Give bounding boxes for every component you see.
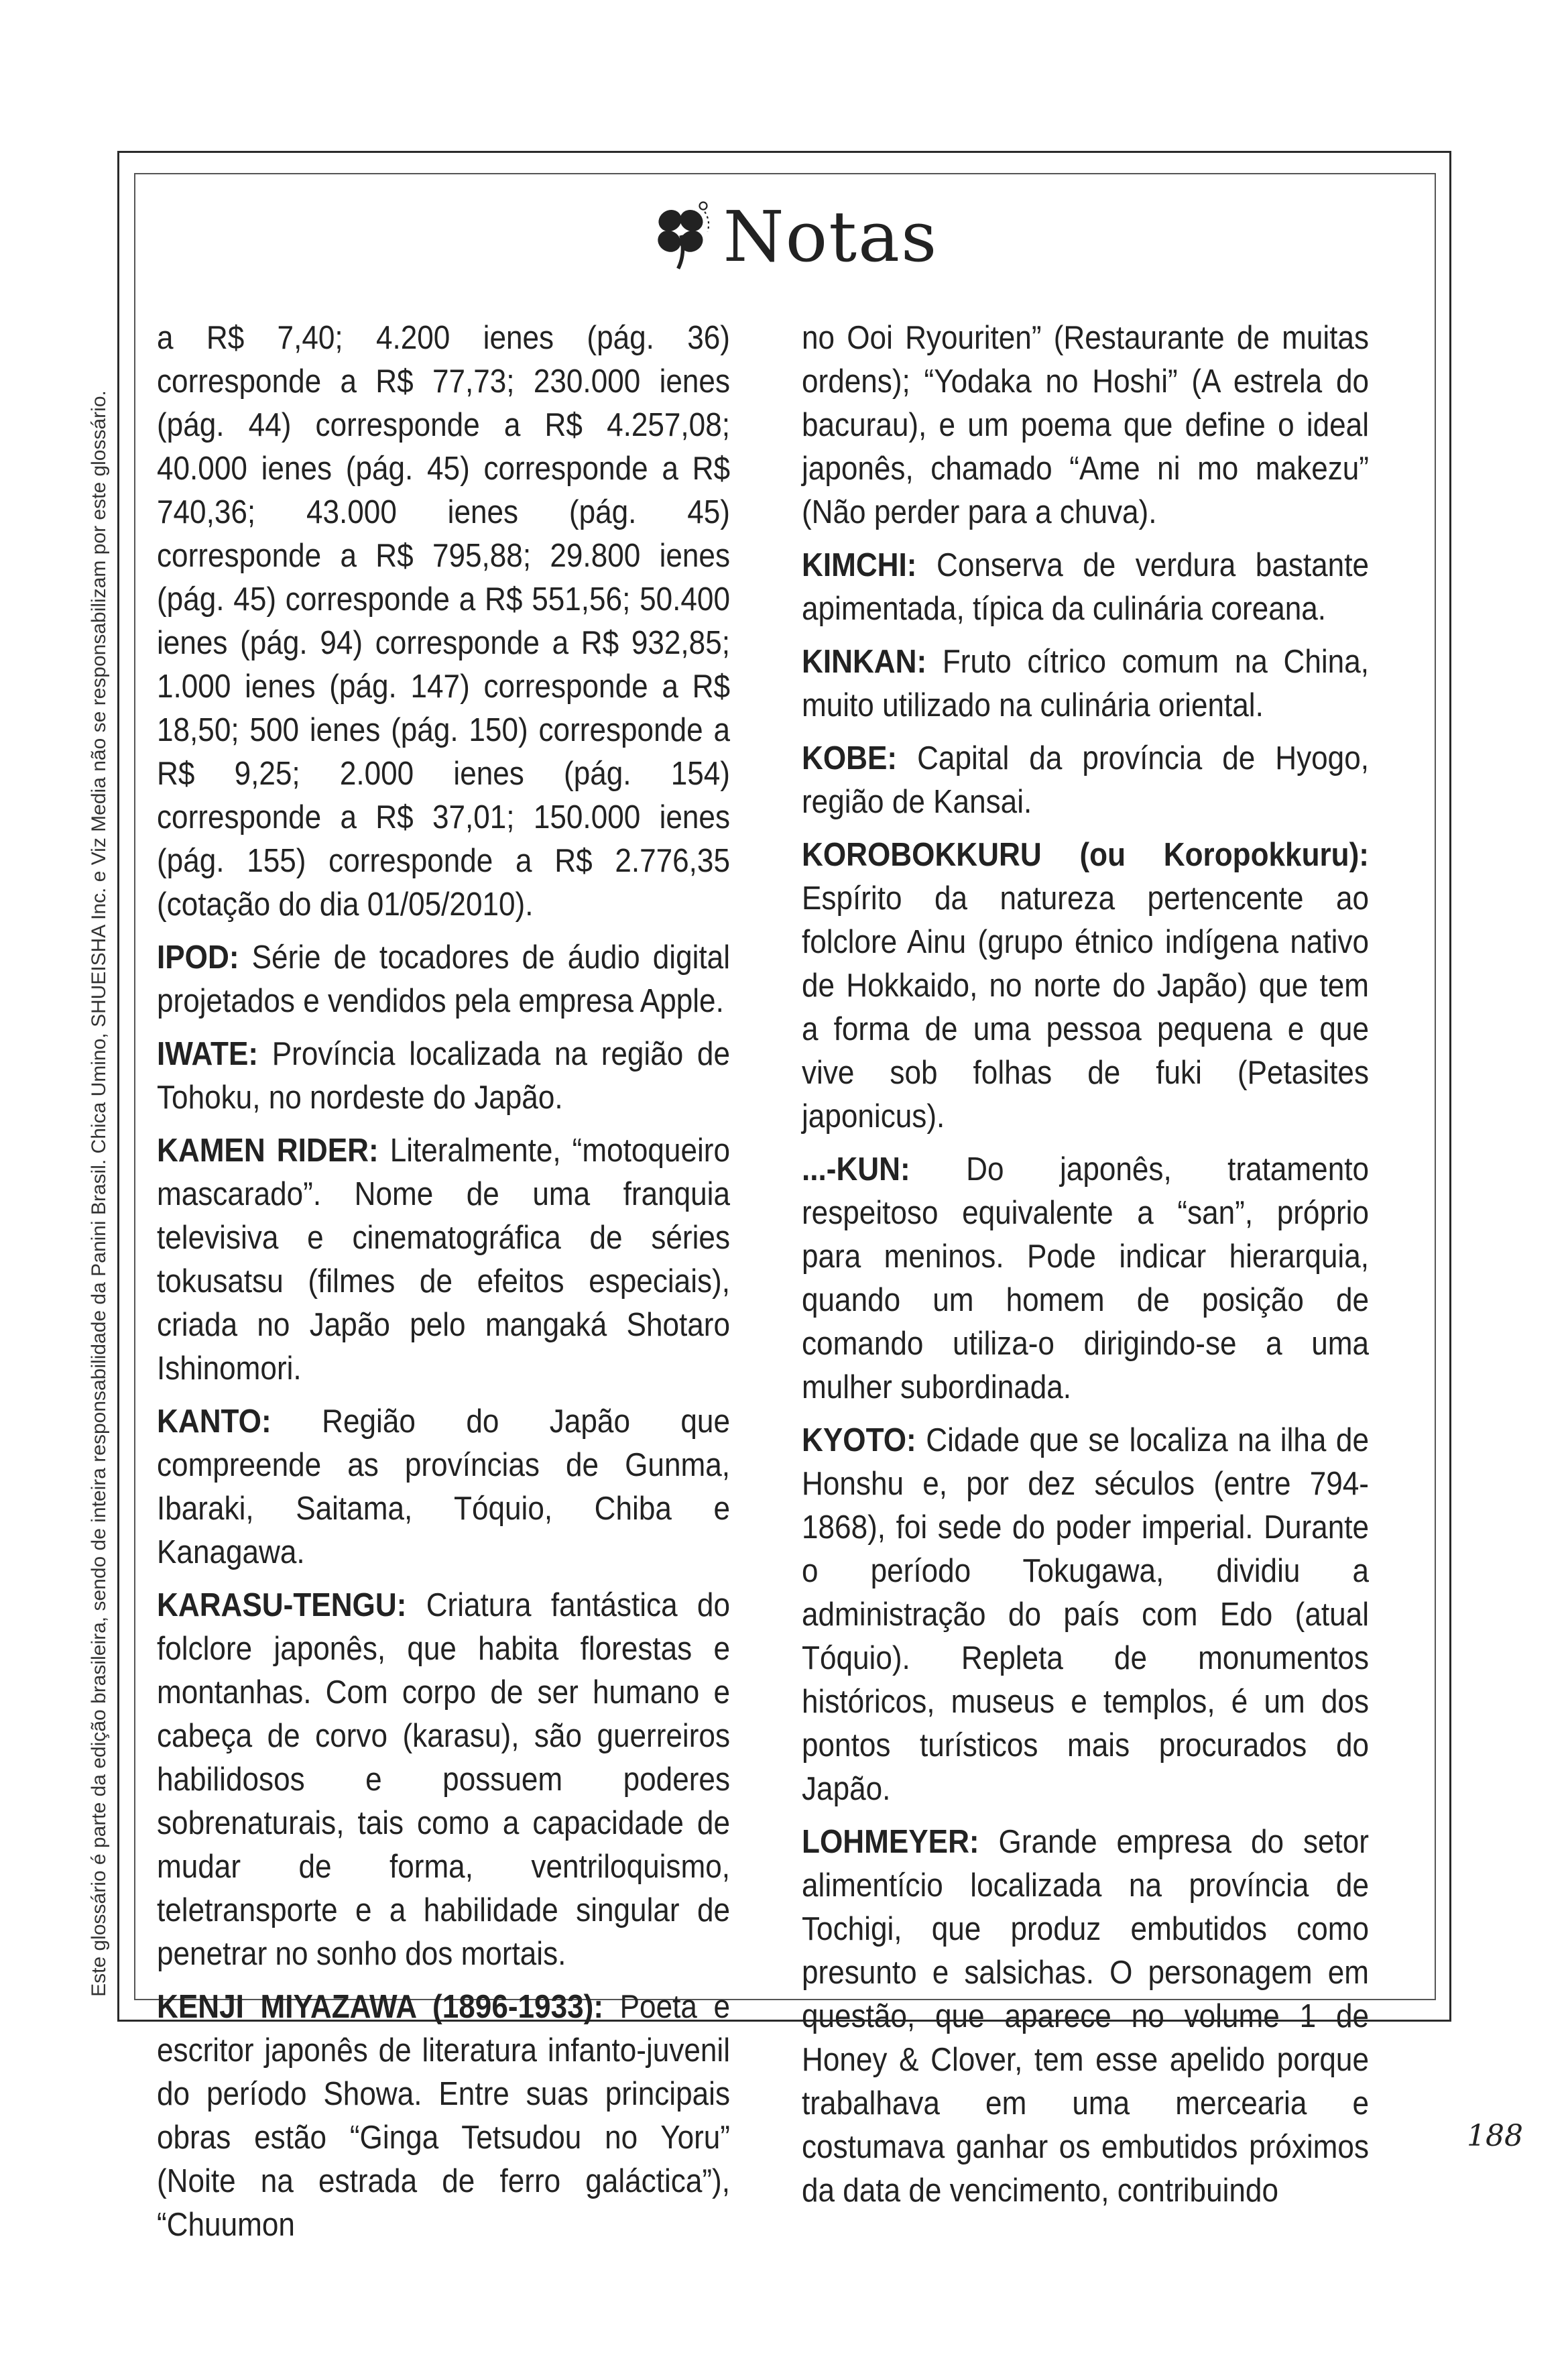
glossary-entry xyxy=(802,1148,1369,1409)
entry-text: Cidade que se localiza na ilha de Honshu e, por dez séculos (entre 794-1868), foi sede do poder imperial. Durante o período Tokugawa, dividiu a administração do país com Edo (atual Tóquio). Repleta de monumentos históricos, museus e templos, é um dos pontos turísticos mais procurados do Japão. xyxy=(802,1422,1369,1807)
entry-term: KOBE: xyxy=(802,740,898,776)
entry-text: Província localizada na região de Tohoku, no nordeste do Japão. xyxy=(157,1036,730,1116)
glossary-entry xyxy=(157,1584,730,1976)
notes-header xyxy=(644,180,939,294)
entry-term: KAMEN RIDER: xyxy=(157,1133,379,1169)
entry-term: KYOTO: xyxy=(802,1422,916,1458)
glossary-entry xyxy=(802,544,1369,631)
glossary-entry xyxy=(802,1821,1369,2213)
continuation-text: a R$ 7,40; 4.200 ienes (pág. 36) corresponde a R$ 77,73; 230.000 ienes (pág. 44) corresponde a R$ 4.257,08; 40.000 ienes (pág. 45) corresponde a R$ 740,36; 43.000 ienes (pág. 45) corresponde a R$ 795,88; 29.800 ienes (pág. 45) corresponde a R$ 551,56; 50.400 ienes (pág. 94) corresponde a R$ 932,85; 1.000 ienes (pág. 147) corresponde a R$ 18,50; 500 ienes (pág. 150) corresponde a R$ 9,25; 2.000 ienes (pág. 154) corresponde a R$ 37,01; 150.000 ienes (pág. 155) corresponde a R$ 2.776,35 (cotação do dia 01/05/2010). xyxy=(157,320,730,923)
four-leaf-clover-icon xyxy=(644,198,718,276)
entry-text: Do japonês, tratamento respeitoso equivalente a “san”, próprio para meninos. Pode indicar hierarquia, quando um homem de posição de comando utiliza-o dirigindo-se a uma mulher subordinada. xyxy=(802,1151,1369,1405)
entry-text: Capital da província de Hyogo, região de Kansai. xyxy=(802,740,1369,820)
page-number: 188 xyxy=(1467,2119,1523,2153)
left-column xyxy=(157,316,730,2256)
entry-text: Conserva de verdura bastante apimentada, típica da culinária coreana. xyxy=(802,547,1369,627)
entry-term: ...-KUN: xyxy=(802,1151,910,1188)
glossary-entry xyxy=(802,737,1369,824)
page-title: Notas xyxy=(723,196,939,278)
entry-term: LOHMEYER: xyxy=(802,1824,979,1860)
entry-text: Literalmente, “motoqueiro mascarado”. Nome de uma franquia televisiva e cinematográfica de séries tokusatsu (filmes de efeitos especiais), criada no Japão pelo mangaká Shotaro Ishinomori. xyxy=(157,1133,730,1387)
entry-term: KANTO: xyxy=(157,1403,272,1440)
glossary-entry xyxy=(157,936,730,1023)
left-continuation xyxy=(157,316,730,927)
entry-term: KINKAN: xyxy=(802,644,927,680)
glossary-entry xyxy=(802,833,1369,1139)
entry-term: IPOD: xyxy=(157,939,239,976)
entry-term: KIMCHI: xyxy=(802,547,917,583)
entry-text: Criatura fantástica do folclore japonês, que habita florestas e montanhas. Com corpo de ser humano e cabeça de corvo (karasu), são guerreiros habilidosos e possuem poderes sobrenaturais, tais como a capacidade de mudar de forma, ventriloquismo, teletransporte e a habilidade singular de penetrar no sonho dos mortais. xyxy=(157,1587,730,1972)
entry-text: Grande empresa do setor alimentício localizada na província de Tochigi, que produz embutidos como presunto e salsichas. O personagem em questão, que aparece no volume 1 de Honey & Clover, tem esse apelido porque trabalhava em uma mercearia e costumava ganhar os embutidos próximos da data de vencimento, contribuindo xyxy=(802,1824,1369,2209)
entry-term: IWATE: xyxy=(157,1036,259,1072)
entry-text: Poeta e escritor japonês de literatura infanto-juvenil do período Showa. Entre suas principais obras estão “Ginga Tetsudou no Yoru” (Noite na estrada de ferro galáctica”), “Chuumon xyxy=(157,1989,730,2243)
entry-text: Espírito da natureza pertencente ao folclore Ainu (grupo étnico indígena nativo de Hokkaido, no norte do Japão) que tem a forma de uma pessoa pequena e que vive sob folhas de fuki (Petasites japonicus). xyxy=(802,880,1369,1135)
entry-term: KARASU-TENGU: xyxy=(157,1587,407,1623)
side-disclaimer-text: Este glossário é parte da edição brasileira, sendo de inteira responsabilidade da Panini Brasil. Chica Umino, SHUEISHA Inc. e Viz Media não se responsabilizam por este glossário. xyxy=(88,390,110,1997)
glossary-entry xyxy=(802,640,1369,728)
right-continuation xyxy=(802,316,1369,534)
glossary-entry xyxy=(157,1985,730,2247)
glossary-entry xyxy=(157,1400,730,1574)
glossary-entry xyxy=(802,1419,1369,1811)
glossary-entry xyxy=(157,1129,730,1391)
entry-text: Série de tocadores de áudio digital projetados e vendidos pela empresa Apple. xyxy=(157,939,730,1019)
entry-text: Região do Japão que compreende as províncias de Gunma, Ibaraki, Saitama, Tóquio, Chiba e Kanagawa. xyxy=(157,1403,730,1570)
entry-text: Fruto cítrico comum na China, muito utilizado na culinária oriental. xyxy=(802,644,1369,724)
right-column xyxy=(802,316,1369,2222)
entry-term: KOROBOKKURU (ou Koropokkuru): xyxy=(802,837,1369,873)
entry-term: KENJI MIYAZAWA (1896-1933): xyxy=(157,1989,604,2025)
continuation-text: no Ooi Ryouriten” (Restaurante de muitas ordens); “Yodaka no Hoshi” (A estrela do bacurau), e um poema que define o ideal japonês, chamado “Ame ni mo makezu” (Não perder para a chuva). xyxy=(802,320,1369,530)
glossary-entry xyxy=(157,1033,730,1120)
